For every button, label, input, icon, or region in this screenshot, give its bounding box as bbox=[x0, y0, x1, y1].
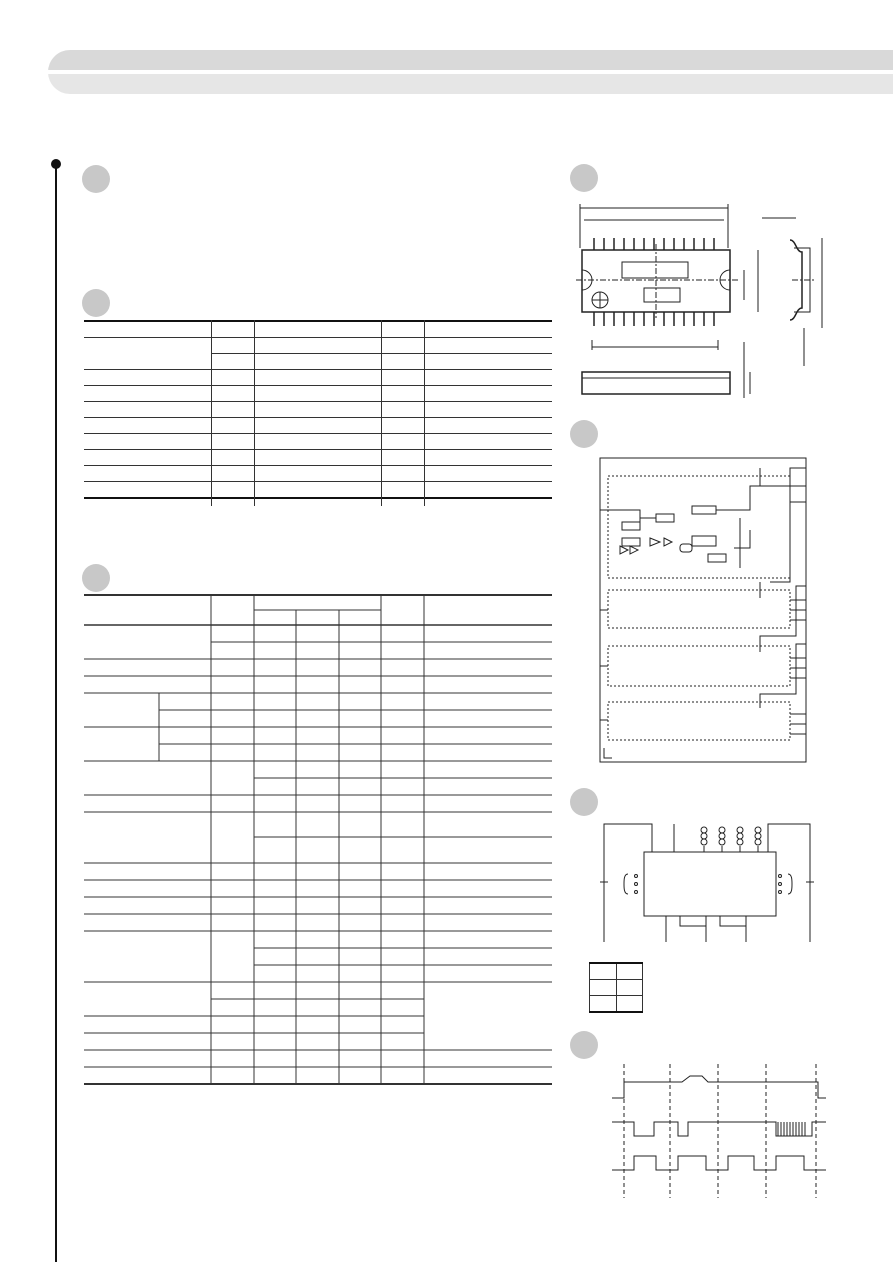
table-row bbox=[84, 450, 552, 466]
logic-table bbox=[589, 962, 643, 1013]
section-marker-package bbox=[570, 164, 598, 192]
left-margin-dot bbox=[51, 159, 61, 169]
table-row bbox=[84, 434, 552, 450]
electrical-characteristics-table bbox=[84, 595, 552, 1085]
timing-chart bbox=[612, 1064, 838, 1198]
section-marker-timing bbox=[570, 1031, 598, 1059]
table-row bbox=[84, 386, 552, 402]
application-circuit bbox=[600, 822, 816, 952]
max-ratings-table bbox=[84, 320, 552, 499]
table-row bbox=[84, 402, 552, 418]
section-marker-application bbox=[570, 788, 598, 816]
table-row bbox=[590, 963, 643, 980]
section-marker-max-ratings bbox=[82, 289, 110, 317]
table-divider bbox=[424, 320, 425, 506]
table-row bbox=[84, 482, 552, 499]
section-marker-block-diagram bbox=[570, 420, 598, 448]
package-outline-drawing bbox=[572, 200, 842, 405]
header-band bbox=[48, 50, 893, 94]
left-margin-rule bbox=[55, 165, 57, 1262]
table-row bbox=[84, 338, 552, 354]
table-row bbox=[84, 466, 552, 482]
section-marker-features bbox=[82, 165, 110, 193]
block-diagram bbox=[600, 458, 806, 763]
table-divider bbox=[254, 320, 255, 506]
table-row bbox=[590, 980, 643, 996]
table-row bbox=[84, 418, 552, 434]
table-divider bbox=[381, 320, 382, 506]
section-marker-electrical bbox=[82, 564, 110, 592]
table-row bbox=[84, 370, 552, 386]
table-row bbox=[84, 321, 552, 338]
table-divider bbox=[211, 320, 212, 506]
table-row bbox=[590, 996, 643, 1013]
